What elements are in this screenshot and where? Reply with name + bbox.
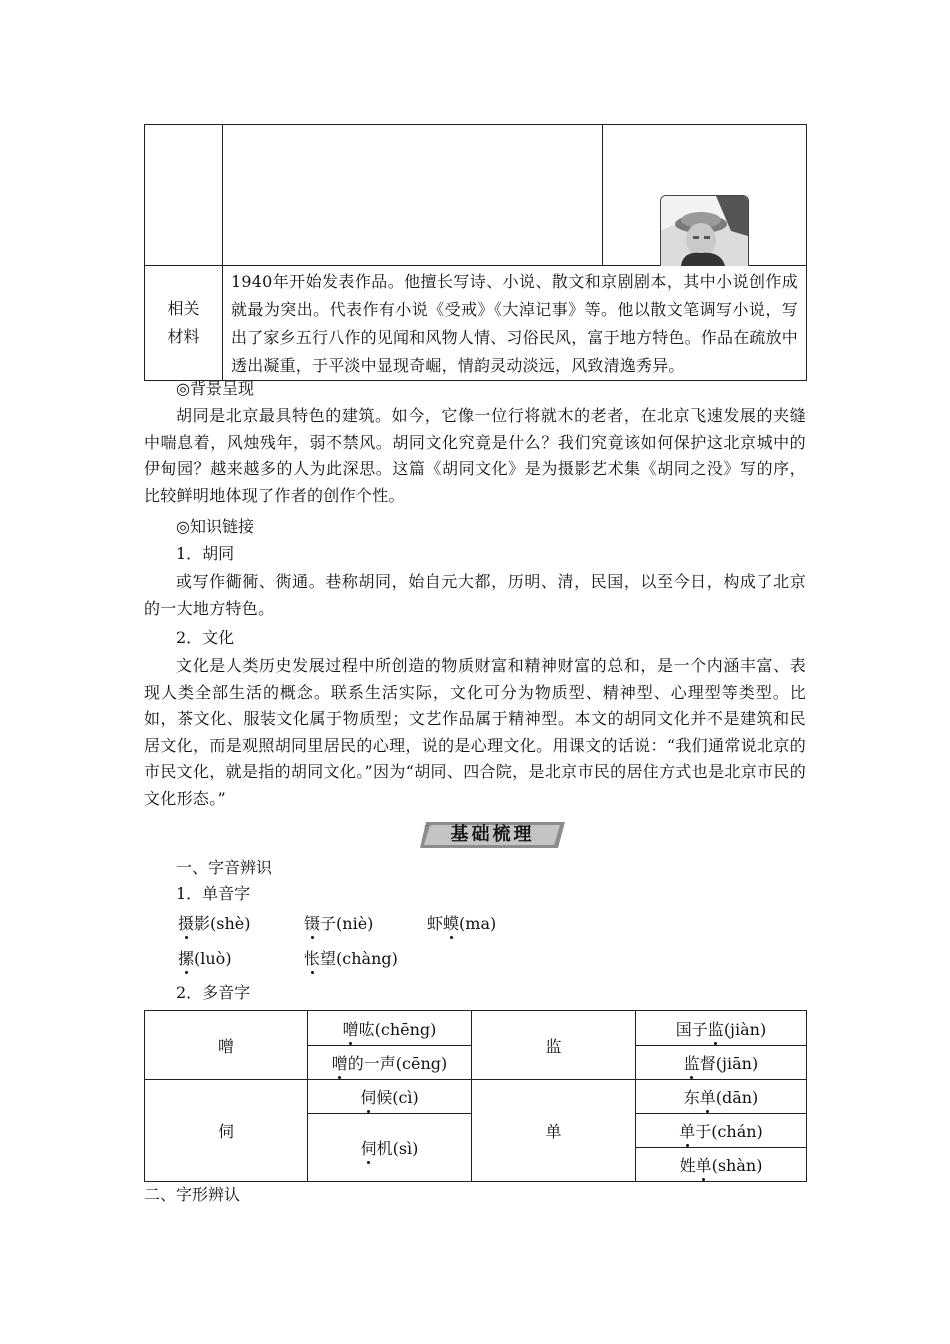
item-pre: 国子 bbox=[675, 1019, 708, 1039]
poly-item bbox=[308, 1114, 472, 1182]
dotted-char: 监 bbox=[684, 1051, 700, 1074]
item-rest: (jiàn) bbox=[723, 1019, 767, 1039]
poly-item bbox=[308, 1046, 472, 1080]
dotted-char: 摄 bbox=[178, 914, 195, 933]
item-rest: (dān) bbox=[715, 1088, 759, 1107]
poly-item bbox=[308, 1011, 472, 1046]
item-rest: 机(sì) bbox=[376, 1139, 419, 1158]
dotted-char: 伺 bbox=[361, 1136, 377, 1159]
item-rest: 督(jiān) bbox=[699, 1054, 759, 1073]
dotted-char: 监 bbox=[708, 1017, 724, 1040]
single-item bbox=[427, 914, 496, 934]
related-material-text: 1940年开始发表作品。他擅长写诗、小说、散文和京剧剧本，其中小说创作成就最为突出。代表作有小说《受戒》《大淖记事》等。他以散文笔调写小说，写出了家乡五行八作的见闻和风物人情、习俗民风，富于地方特色。作品在疏放中透出凝重，于平淡中显现奇崛，情韵灵动淡远，风致清逸秀异。 bbox=[223, 266, 807, 381]
pronunciation-heading: 一、字音辨识 bbox=[176, 858, 273, 877]
single-title: 1．单音字 bbox=[176, 884, 251, 903]
item-rest: (ma) bbox=[459, 914, 497, 933]
dotted-char: 镊 bbox=[304, 914, 321, 933]
single-item bbox=[178, 914, 251, 934]
poly-word: 单 bbox=[472, 1080, 636, 1182]
item-rest: (luò) bbox=[194, 949, 232, 968]
empty-cell bbox=[223, 125, 603, 266]
item-rest: 影(shè) bbox=[194, 914, 251, 933]
author-portrait bbox=[660, 195, 749, 266]
item-rest: 吰(chēng) bbox=[358, 1019, 437, 1039]
single-item bbox=[304, 914, 373, 934]
background-heading: ◎背景呈现 bbox=[176, 379, 254, 398]
item-rest: 望(chàng) bbox=[320, 949, 398, 968]
svg-text:⌒: ⌒ bbox=[424, 825, 432, 834]
dotted-char: 怅 bbox=[304, 949, 321, 968]
item-char: 子 bbox=[320, 914, 337, 933]
item-pre: 虾 bbox=[427, 914, 444, 933]
poly-word: 噌 bbox=[145, 1011, 308, 1080]
poly-word: 伺 bbox=[145, 1080, 308, 1182]
dotted-char: 噌 bbox=[332, 1051, 348, 1074]
knowledge-item2-text: 文化是人类历史发展过程中所创造的物质财富和精神财富的总和，是一个内涵丰富、表现人类全部生活的概念。联系生活实际，文化可分为物质型、精神型、心理型等类型。比如，茶文化、服装文化属于物质型；文艺作品属于精神型。本文的胡同文化并不是建筑和民居文化，而是观照胡同里居民的心理，说的是心理文化。用课文的话说：“我们通常说北京的市民文化，就是指的胡同文化。”因为“胡同、四合院，是北京市民的居住方式也是北京市民的文化形态。” bbox=[144, 656, 806, 808]
item-pre: 姓 bbox=[679, 1156, 696, 1175]
knowledge-item1-title: 1．胡同 bbox=[176, 544, 235, 563]
item-rest: (shàn) bbox=[711, 1156, 763, 1175]
poly-item bbox=[636, 1046, 807, 1080]
poly-item bbox=[636, 1148, 807, 1182]
dotted-char: 伺 bbox=[360, 1085, 376, 1108]
label-line: 相关 bbox=[167, 299, 200, 318]
poly-item bbox=[636, 1080, 807, 1114]
label-line: 材料 bbox=[167, 327, 200, 346]
dotted-char: 单 bbox=[700, 1085, 716, 1108]
knowledge-heading: ◎知识链接 bbox=[176, 517, 254, 536]
dotted-char: 单 bbox=[696, 1153, 712, 1176]
section-banner bbox=[420, 820, 565, 850]
dotted-char: 蟆 bbox=[443, 914, 460, 933]
banner-title: 基础梳理 bbox=[450, 824, 535, 845]
item-rest: 于(chán) bbox=[695, 1122, 763, 1141]
dotted-char: 单 bbox=[679, 1119, 695, 1142]
poly-item bbox=[308, 1080, 472, 1114]
polyphonic-table bbox=[144, 1010, 807, 1182]
poly-item bbox=[636, 1114, 807, 1148]
item-rest: (niè) bbox=[336, 914, 374, 933]
empty-cell bbox=[145, 125, 223, 266]
item-pre: 东 bbox=[683, 1088, 700, 1107]
single-item bbox=[304, 949, 398, 969]
poly-item bbox=[636, 1011, 807, 1046]
poly-title: 2．多音字 bbox=[176, 983, 251, 1002]
single-item bbox=[178, 949, 232, 969]
item-rest: 的一声(cēng) bbox=[347, 1054, 448, 1073]
background-text: 胡同是北京最具特色的建筑。如今，它像一位行将就木的老者，在北京飞速发展的夹缝中喘息着，风烛残年，弱不禁风。胡同文化究竟是什么？我们究竟该如何保护这北京城中的伊甸园？越来越多的人为此深思。这篇《胡同文化》是为摄影艺术集《胡同之没》写的序，比较鲜明地体现了作者的创作个性。 bbox=[144, 406, 806, 505]
knowledge-item1-text: 或写作衚衕、衖通。巷称胡同，始自元大都，历明、清，民国，以至今日，构成了北京的一大地方特色。 bbox=[144, 572, 806, 618]
related-material-label bbox=[145, 266, 223, 381]
knowledge-item2-title: 2．文化 bbox=[176, 628, 235, 647]
item-rest: 候(cì) bbox=[376, 1088, 419, 1107]
glyph-heading: 二、字形辨认 bbox=[144, 1185, 241, 1204]
poly-word: 监 bbox=[472, 1011, 636, 1080]
dotted-char: 噌 bbox=[343, 1017, 359, 1040]
dotted-char: 摞 bbox=[178, 949, 195, 968]
